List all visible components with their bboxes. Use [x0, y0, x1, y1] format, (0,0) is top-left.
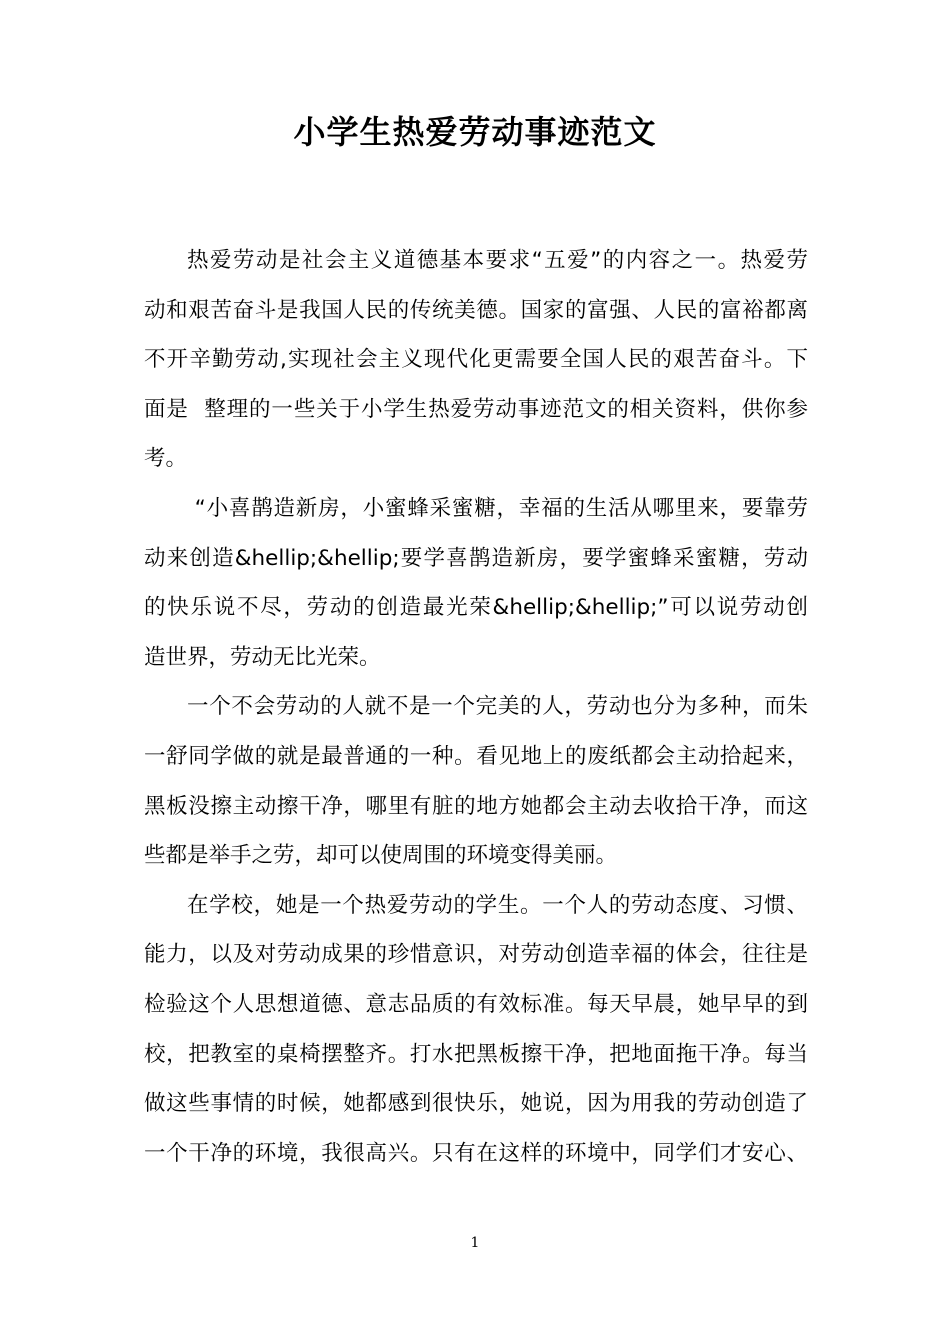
- paragraph-line: 热爱劳动是社会主义道德基本要求“五爱”的内容之一。热爱劳: [187, 248, 808, 273]
- paragraph-line: 黑板没擦主动擦干净，哪里有脏的地方她都会主动去收拾干净，而这: [144, 793, 808, 819]
- paragraph-2: [144, 484, 808, 682]
- paragraph-4: [144, 881, 808, 1179]
- paragraph-line: 不开辛勤劳动,实现社会主义现代化更需要全国人民的艰苦奋斗。下: [144, 347, 808, 373]
- paragraph-line: 些都是举手之劳，却可以使周围的环境变得美丽。: [144, 843, 618, 869]
- paragraph-line: 一舒同学做的就是最普通的一种。看见地上的废纸都会主动拾起来，: [144, 743, 808, 769]
- document-title: 小学生热爱劳动事迹范文: [293, 113, 657, 151]
- paragraph-line: 动来创造&hellip;&hellip;要学喜鹊造新房，要学蜜蜂采蜜糖，劳动: [144, 545, 808, 571]
- document-body: [144, 236, 808, 1178]
- paragraph-line: 一个不会劳动的人就不是一个完美的人，劳动也分为多种，而朱: [187, 694, 808, 720]
- paragraph-line: 动和艰苦奋斗是我国人民的传统美德。国家的富强、人民的富裕都离: [144, 297, 808, 323]
- paragraph-line: 的快乐说不尽，劳动的创造最光荣&hellip;&hellip;”可以说劳动创: [144, 595, 808, 621]
- paragraph-line: 考。: [144, 446, 188, 472]
- paragraph-line: 在学校，她是一个热爱劳动的学生。一个人的劳动态度、习惯、: [187, 892, 808, 918]
- paragraph-line: 检验这个人思想道德、意志品质的有效标准。每天早晨，她早早的到: [144, 991, 808, 1017]
- paragraph-line: 造世界，劳动无比光荣。: [144, 644, 381, 670]
- paragraph-line: 一个干净的环境，我很高兴。只有在这样的环境中，同学们才安心、: [144, 1140, 808, 1166]
- paragraph-3: [144, 682, 808, 880]
- paragraph-line: 能力，以及对劳动成果的珍惜意识，对劳动创造幸福的体会，往往是: [144, 942, 808, 968]
- paragraph-line: 校，把教室的桌椅摆整齐。打水把黑板擦干净，把地面拖干净。每当: [144, 1041, 808, 1067]
- paragraph-line: 面是 整理的一些关于小学生热爱劳动事迹范文的相关资料，供你参: [144, 396, 808, 422]
- page-number: 1: [470, 1235, 480, 1251]
- paragraph-1: [144, 236, 808, 484]
- paragraph-line: “小喜鹊造新房，小蜜蜂采蜜糖，幸福的生活从哪里来，要靠劳: [187, 495, 808, 521]
- paragraph-line: 做这些事情的时候，她都感到很快乐，她说，因为用我的劳动创造了: [144, 1091, 808, 1117]
